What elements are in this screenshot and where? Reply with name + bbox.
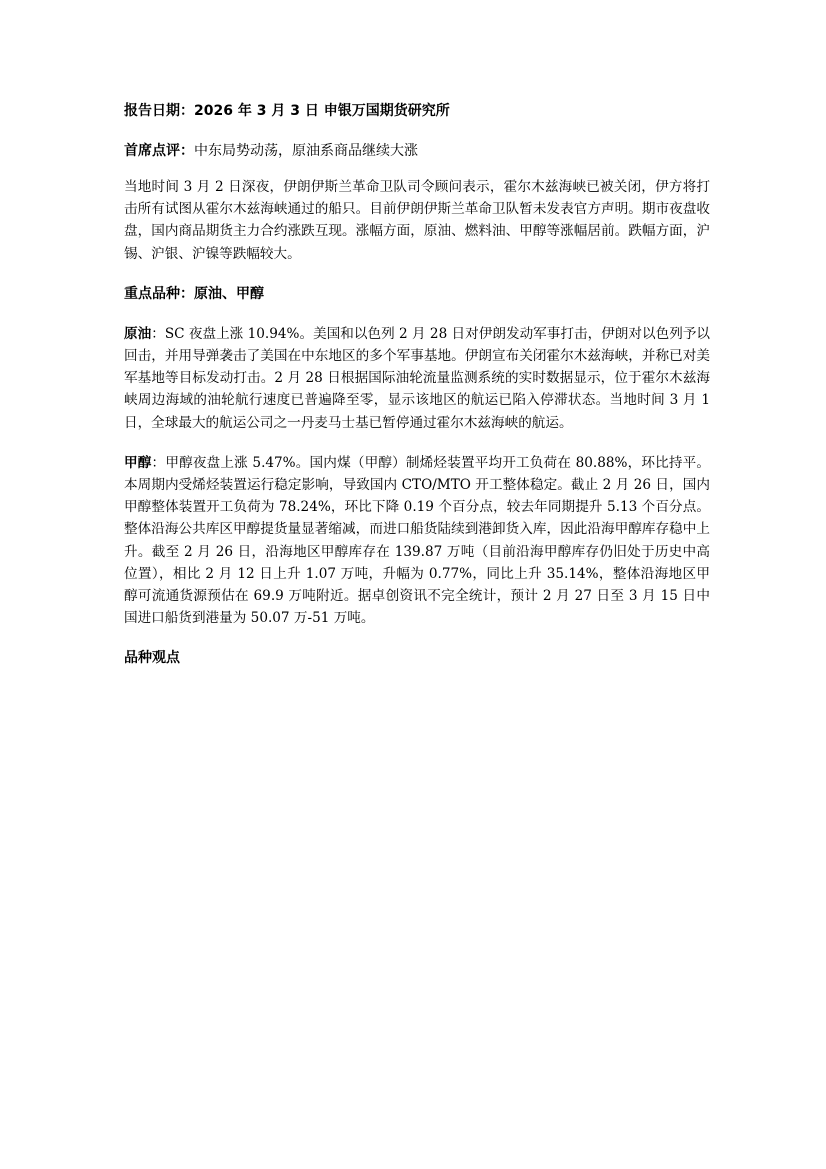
report-date-line: 报告日期：2026 年 3 月 3 日 申银万国期货研究所 [124,103,450,119]
methanol-paragraph [124,452,710,630]
chief-comment-label: 首席点评： [124,143,194,159]
variety-views-heading: 品种观点 [124,650,180,667]
chief-comment-headline: 中东局势动荡，原油系商品继续大涨 [194,143,418,159]
crude-oil-body: SC 夜盘上涨 10.94%。美国和以色列 2 月 28 日对伊朗发动军事打击，伊朗对以色列予以回击，并用导弹袭击了美国在中东地区的多个军事基地。伊朗宣布关闭霍尔木兹海峡，并称已对美军基地等目标发动打击。2 月 28 日根据国际油轮流量监测系统的实时数据显示，位于霍尔木兹海峡周边海域的油轮航行速度已普遍降至零，显示该地区的航运已陷入停滞状态。当地时间 3 月 1 日，全球最大的航运公司之一丹麦马士基已暂停通过霍尔木兹海峡的航运。 [124,325,711,431]
chief-comment-body: 当地时间 3 月 2 日深夜，伊朗伊斯兰革命卫队司令顾问表示，霍尔木兹海峡已被关闭，伊方将打击所有试图从霍尔木兹海峡通过的船只。目前伊朗伊斯兰革命卫队暂未发表官方声明。期市夜盘收盘，国内商品期货主力合约涨跌互现。涨幅方面，原油、燃料油、甲醇等涨幅居前。跌幅方面，沪锡、沪银、沪镍等跌幅较大。 [124,179,710,262]
crude-oil-label: 原油 [124,325,152,342]
key-varieties-heading: 重点品种：原油、甲醇 [124,285,264,302]
methanol-body: 甲醇夜盘上涨 5.47%。国内煤（甲醇）制烯烃装置平均开工负荷在 80.88%，环比持平。本周期内受烯烃装置运行稳定影响，导致国内 CTO/MTO 开工整体稳定。截止 2 月 26 日，国内甲醇整体装置开工负荷为 78.24%，环比下降 0.19 个百分点，较去年同期提升 5.13 个百分点。整体沿海公共库区甲醇提货量显著缩减，而进口船货陆续到港卸货入库，因此沿海甲醇库存稳中上升。截至 2 月 26 日，沿海地区甲醇库存在 139.87 万吨（目前沿海甲醇库存仍旧处于历史中高位置），相比 2 月 12 日上升 1.07 万吨，升幅为 0.77%，同比上升 35.14%，整体沿海地区甲醇可流通货源预估在 69.9 万吨附近。据卓创资讯不完全统计，预计 2 月 27 日至 3 月 15 日中国进口船货到港量为 50.07 万-51 万吨。 [124,454,711,627]
crude-oil-paragraph [124,323,710,434]
report-page [124,100,710,687]
methanol-label: 甲醇 [124,454,152,471]
crude-oil-separator: ： [151,325,165,342]
methanol-separator: ： [151,454,166,471]
chief-comment-title [124,140,710,162]
